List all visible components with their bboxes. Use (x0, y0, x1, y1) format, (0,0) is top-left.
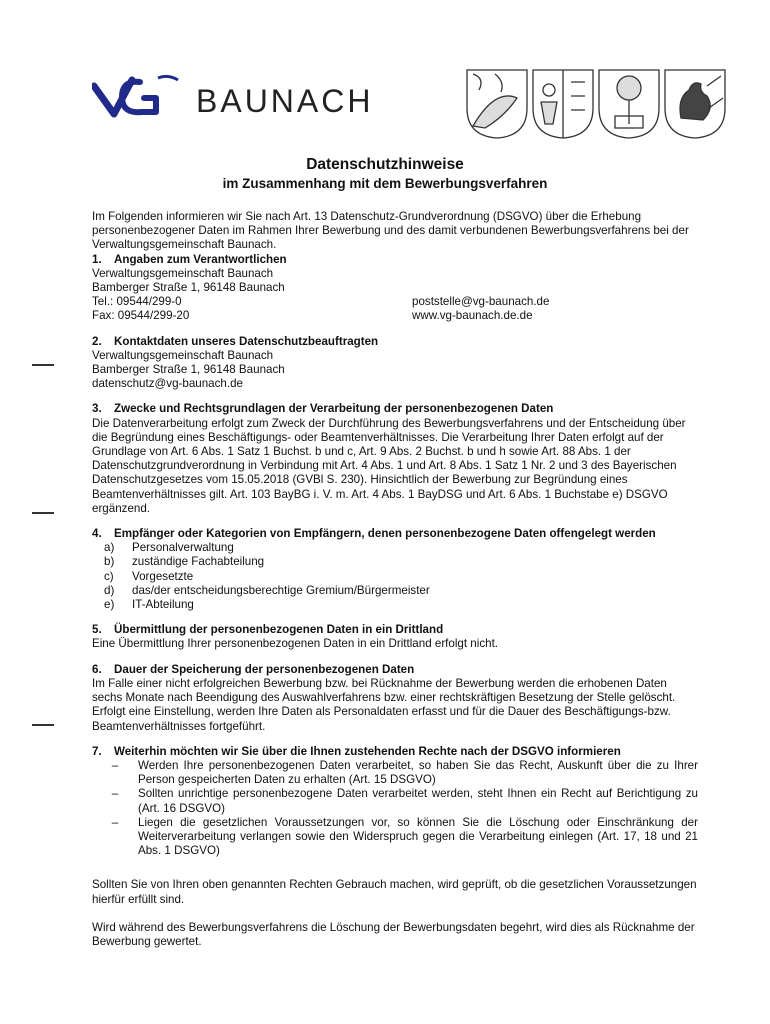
section-1 (92, 253, 698, 324)
crest-rooster-icon (665, 70, 725, 138)
dpo-name: Verwaltungsgemeinschaft Baunach (92, 348, 274, 362)
section-number: 6. (92, 662, 102, 676)
section-body: Die Datenverarbeitung erfolgt zum Zweck der Durchführung des Bewerbungsverfahrens und der Entscheidung über die Begründung eines Beschäftigungs- oder Beamtenverhältnisses. Die Verarbeitung Ihrer Daten erfolgt auf der Grundlage von Art. 6 Abs. 1 Satz 1 Buchst. b und c, Art. 9 Abs. 2 Buchst. b und h sowie Art. 88 Abs. 1 der Datenschutzgrundverordnung in Verbindung mit Art. 4 Abs. 1 und Art. 8 Abs. 1 Satz 1 Nr. 2 und 3 des Bayerischen Datenschutzgesetzes vom 15.05.2018 (GVBl S. 230). Hinsichtlich der Bewerbung zur Begründung eines Beamtenverhältnisses gilt. Art. 103 BayBG i. V. m. Art. 4 Abs. 1 BayDSG und Art. 6 Abs. 1 Buchstabe e) DSGVO ergänzend. (92, 416, 686, 515)
section-number: 1. (92, 252, 102, 266)
section-6 (92, 663, 698, 734)
intro-paragraph: Im Folgenden informieren wir Sie nach Art. 13 Datenschutz-Grundverordnung (DSGVO) über die Erhebung personenbezogener Daten im Rahmen Ihrer Bewerbung und des damit verbundenen Bewerbungsverfahrens bei der Verwaltungsgemeinschaft Baunach. (92, 210, 689, 252)
section-number: 4. (92, 527, 102, 541)
section-number: 5. (92, 623, 102, 637)
section-body: Im Falle einer nicht erfolgreichen Bewerbung bzw. bei Rücknahme der Bewerbung werden die erhobenen Daten sechs Monate nach Beendigung des Auswahlverfahrens bzw. einer rechtskräftigen Besetzung der Stelle gelöscht. Erfolgt eine Einstellung, werden Ihre Daten als Personaldaten erfasst und für die Dauer des Beschäftigungs-bzw. Beamtenverhältnisses fortgeführt. (92, 676, 676, 733)
rights-list (92, 759, 698, 858)
controller-phone: Tel.: 09544/299-0 (92, 295, 182, 309)
dpo-address: Bamberger Straße 1, 96148 Baunach (92, 363, 285, 377)
section-4 (92, 527, 698, 612)
section-heading: Empfänger oder Kategorien von Empfängern, denen personenbezogene Daten offengelegt werden (114, 527, 656, 541)
controller-address: Bamberger Straße 1, 96148 Baunach (92, 281, 285, 295)
closing-paragraph: Wird während des Bewerbungsverfahrens die Löschung der Bewerbungsdaten begehrt, wird dies als Rücknahme der Bewerbung gewertet. (92, 920, 695, 948)
section-number: 3. (92, 402, 102, 416)
controller-email[interactable]: poststelle@vg-baunach.de (412, 295, 550, 309)
section-heading: Weiterhin möchten wir Sie über die Ihnen zustehenden Rechte nach der DSGVO informieren (114, 744, 621, 758)
document-body (92, 210, 698, 949)
section-number: 7. (92, 744, 102, 758)
list-item: b) zuständige Fachabteilung (104, 555, 265, 569)
controller-name: Verwaltungsgemeinschaft Baunach (92, 266, 274, 280)
section-2 (92, 335, 698, 392)
section-5 (92, 623, 698, 651)
list-item: a) Personalverwaltung (104, 541, 234, 555)
section-heading: Zwecke und Rechtsgrundlagen der Verarbeitung der personenbezogenen Daten (114, 402, 554, 416)
section-body: Eine Übermittlung Ihrer personenbezogenen Daten in ein Drittland erfolgt nicht. (92, 637, 499, 651)
recipient-list (92, 541, 698, 612)
section-number: 2. (92, 334, 102, 348)
section-heading: Kontaktdaten unseres Datenschutzbeauftragten (114, 334, 379, 348)
section-7 (92, 745, 698, 859)
margin-mark (32, 724, 54, 726)
list-item: – Werden Ihre personenbezogenen Daten verarbeitet, so haben Sie das Recht, Auskunft über die zu Ihrer Person gespeicherten Daten zu erhalten (Art. 15 DSGVO) (111, 758, 698, 787)
vg-baunach-logo (92, 72, 392, 120)
page-subtitle: im Zusammenhang mit dem Bewerbungsverfahren (222, 176, 548, 191)
closing-paragraph: Sollten Sie von Ihren oben genannten Rechten Gebrauch machen, wird geprüft, ob die gesetzlichen Voraussetzungen hierfür erfüllt sind. (92, 878, 697, 906)
crest-fish-icon (467, 70, 527, 138)
page-title: Datenschutzhinweise (306, 156, 464, 173)
municipal-crests (465, 68, 727, 140)
section-heading: Übermittlung der personenbezogenen Daten in ein Drittland (114, 623, 444, 637)
list-item: c) Vorgesetzte (104, 569, 194, 583)
list-item: – Sollten unrichtige personenbezogene Daten verarbeitet werden, steht Ihnen ein Recht auf Berichtigung zu (Art. 16 DSGVO) (111, 787, 698, 815)
crest-tree-icon (599, 70, 659, 138)
controller-fax: Fax: 09544/299-20 (92, 309, 190, 323)
section-3 (92, 402, 698, 516)
controller-website[interactable]: www.vg-baunach.de.de (412, 309, 533, 323)
dpo-email[interactable]: datenschutz@vg-baunach.de (92, 377, 243, 391)
section-heading: Angaben zum Verantwortlichen (114, 252, 287, 266)
list-item: e) IT-Abteilung (104, 598, 194, 612)
list-item: d) das/der entscheidungsberechtige Gremium/Bürgermeister (104, 583, 430, 597)
crest-figure-icon (533, 70, 593, 138)
list-item: – Liegen die gesetzlichen Voraussetzungen vor, so können Sie die Löschung oder Einschränkung der Weiterverarbeitung verlangen sowie den Widerspruch gegen die Verarbeitung einlegen (Art. 17, 18 und 21 Abs. 1 DSGVO) (111, 815, 698, 858)
margin-mark (32, 512, 54, 514)
margin-mark (32, 364, 54, 366)
section-heading: Dauer der Speicherung der personenbezogenen Daten (114, 662, 415, 676)
logo-wordmark: BAUNACH (196, 83, 374, 119)
